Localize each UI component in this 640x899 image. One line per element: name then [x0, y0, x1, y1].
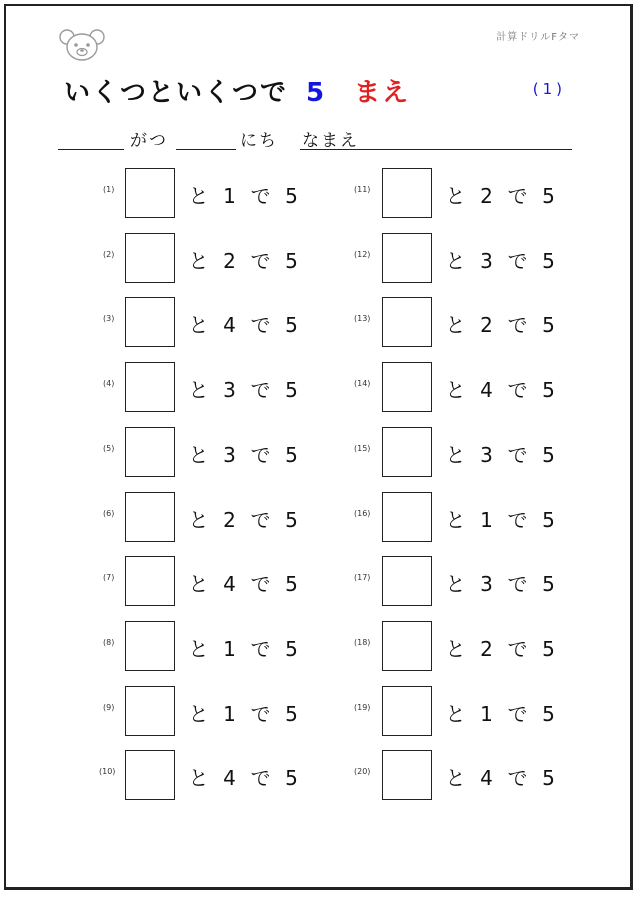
- problem-row: [103, 362, 365, 412]
- expression-to: と: [188, 572, 209, 596]
- problem-expression: [440, 309, 564, 338]
- expression-total: 5: [542, 572, 555, 596]
- answer-box[interactable]: [125, 750, 175, 800]
- problem-expression: [183, 245, 307, 274]
- page-title: [64, 72, 410, 109]
- answer-box[interactable]: [125, 427, 175, 477]
- problem-number: (15): [354, 444, 371, 453]
- expression-de: で: [507, 766, 528, 790]
- problem-number: (17): [354, 573, 371, 582]
- expression-total: 5: [285, 702, 298, 726]
- problem-expression: [440, 245, 564, 274]
- answer-box[interactable]: [125, 362, 175, 412]
- expression-total: 5: [542, 249, 555, 273]
- expression-de: で: [250, 766, 271, 790]
- expression-total: 5: [542, 637, 555, 661]
- problem-number: (4): [103, 379, 115, 388]
- problem-number: (6): [103, 509, 115, 518]
- expression-total: 5: [285, 766, 298, 790]
- expression-a: 4: [480, 766, 493, 790]
- expression-a: 4: [223, 572, 236, 596]
- expression-total: 5: [542, 378, 555, 402]
- problem-number: (1): [103, 185, 115, 194]
- expression-de: で: [507, 443, 528, 467]
- expression-to: と: [445, 766, 466, 790]
- answer-box[interactable]: [125, 233, 175, 283]
- expression-de: で: [507, 572, 528, 596]
- expression-to: と: [188, 702, 209, 726]
- problem-number: (12): [354, 250, 371, 259]
- problem-row: [354, 168, 622, 218]
- expression-to: と: [188, 249, 209, 273]
- problem-number: (18): [354, 638, 371, 647]
- expression-de: で: [250, 184, 271, 208]
- problem-row: [99, 750, 365, 800]
- problem-expression: [183, 762, 307, 791]
- expression-to: と: [188, 313, 209, 337]
- title-main: いくつといくつで: [64, 78, 289, 108]
- problem-row: [354, 492, 622, 542]
- month-line[interactable]: [58, 149, 124, 150]
- problem-number: (19): [354, 703, 371, 712]
- expression-a: 3: [480, 572, 493, 596]
- expression-de: で: [507, 508, 528, 532]
- expression-to: と: [445, 702, 466, 726]
- problem-row: [354, 621, 622, 671]
- problem-row: [103, 168, 365, 218]
- expression-total: 5: [542, 702, 555, 726]
- answer-box[interactable]: [125, 621, 175, 671]
- expression-a: 2: [223, 508, 236, 532]
- problem-row: [103, 621, 365, 671]
- problem-number: (5): [103, 444, 115, 453]
- expression-to: と: [188, 637, 209, 661]
- answer-box[interactable]: [125, 686, 175, 736]
- expression-a: 1: [480, 702, 493, 726]
- expression-a: 2: [480, 184, 493, 208]
- expression-a: 1: [223, 637, 236, 661]
- problem-row: [354, 297, 622, 347]
- title-number: 5: [306, 78, 325, 108]
- problem-number: (2): [103, 250, 115, 259]
- problem-number: (16): [354, 509, 371, 518]
- expression-to: と: [445, 572, 466, 596]
- expression-to: と: [188, 443, 209, 467]
- expression-a: 3: [223, 443, 236, 467]
- expression-total: 5: [285, 443, 298, 467]
- problem-row: [103, 427, 365, 477]
- expression-a: 1: [480, 508, 493, 532]
- problem-row: [103, 492, 365, 542]
- expression-de: で: [250, 702, 271, 726]
- problem-expression: [183, 568, 307, 597]
- problem-number: (10): [99, 767, 116, 776]
- problem-number: (9): [103, 703, 115, 712]
- problem-expression: [183, 504, 307, 533]
- problem-expression: [440, 698, 564, 727]
- answer-box[interactable]: [125, 492, 175, 542]
- expression-de: で: [250, 249, 271, 273]
- expression-de: で: [250, 572, 271, 596]
- problem-expression: [440, 374, 564, 403]
- problem-number: (14): [354, 379, 371, 388]
- expression-total: 5: [285, 184, 298, 208]
- problem-expression: [183, 374, 307, 403]
- problem-expression: [440, 633, 564, 662]
- expression-de: で: [507, 184, 528, 208]
- expression-de: で: [250, 443, 271, 467]
- expression-total: 5: [285, 572, 298, 596]
- day-label: にち: [240, 131, 278, 151]
- problem-row: [103, 297, 365, 347]
- problem-expression: [440, 504, 564, 533]
- expression-to: と: [445, 508, 466, 532]
- problem-row: [354, 556, 622, 606]
- answer-box[interactable]: [125, 297, 175, 347]
- expression-de: で: [250, 378, 271, 402]
- expression-to: と: [445, 184, 466, 208]
- answer-box[interactable]: [382, 297, 432, 347]
- expression-a: 2: [480, 637, 493, 661]
- bear-face-icon: [58, 28, 106, 62]
- problem-expression: [440, 180, 564, 209]
- day-line[interactable]: [176, 149, 236, 150]
- brand-label: 計算ドリルFタマ: [496, 32, 580, 43]
- expression-total: 5: [542, 508, 555, 532]
- expression-to: と: [445, 313, 466, 337]
- expression-de: で: [250, 637, 271, 661]
- month-label: がつ: [130, 131, 168, 151]
- problem-row: [354, 427, 622, 477]
- problem-expression: [440, 439, 564, 468]
- expression-a: 3: [480, 443, 493, 467]
- problem-expression: [440, 568, 564, 597]
- title-suffix: まえ: [354, 78, 411, 108]
- problem-number: (3): [103, 314, 115, 323]
- expression-de: で: [250, 313, 271, 337]
- expression-de: で: [250, 508, 271, 532]
- expression-total: 5: [285, 378, 298, 402]
- expression-total: 5: [542, 313, 555, 337]
- answer-box[interactable]: [382, 492, 432, 542]
- expression-to: と: [445, 249, 466, 273]
- expression-to: と: [188, 184, 209, 208]
- answer-box[interactable]: [125, 168, 175, 218]
- answer-box[interactable]: [382, 556, 432, 606]
- expression-a: 4: [480, 378, 493, 402]
- answer-box[interactable]: [382, 362, 432, 412]
- answer-box[interactable]: [382, 168, 432, 218]
- answer-box[interactable]: [125, 556, 175, 606]
- answer-box[interactable]: [382, 233, 432, 283]
- page-number: (1): [532, 80, 566, 98]
- problem-number: (13): [354, 314, 371, 323]
- problem-number: (20): [354, 767, 371, 776]
- problem-row: [103, 556, 365, 606]
- expression-a: 1: [223, 184, 236, 208]
- problem-row: [103, 233, 365, 283]
- expression-de: で: [507, 378, 528, 402]
- expression-de: で: [507, 637, 528, 661]
- answer-box[interactable]: [382, 427, 432, 477]
- problem-number: (11): [354, 185, 371, 194]
- expression-a: 4: [223, 766, 236, 790]
- problem-row: [354, 362, 622, 412]
- expression-a: 2: [480, 313, 493, 337]
- expression-total: 5: [542, 184, 555, 208]
- expression-total: 5: [285, 508, 298, 532]
- expression-total: 5: [542, 443, 555, 467]
- answer-box[interactable]: [382, 621, 432, 671]
- expression-a: 3: [480, 249, 493, 273]
- expression-to: と: [445, 637, 466, 661]
- expression-total: 5: [285, 313, 298, 337]
- name-label: なまえ: [302, 131, 359, 151]
- problem-number: (8): [103, 638, 115, 647]
- answer-box[interactable]: [382, 686, 432, 736]
- expression-to: と: [188, 378, 209, 402]
- expression-total: 5: [285, 249, 298, 273]
- expression-a: 2: [223, 249, 236, 273]
- problem-row: [354, 750, 622, 800]
- expression-total: 5: [285, 637, 298, 661]
- expression-to: と: [188, 508, 209, 532]
- problem-expression: [183, 633, 307, 662]
- problem-number: (7): [103, 573, 115, 582]
- problem-expression: [183, 439, 307, 468]
- problem-expression: [183, 180, 307, 209]
- expression-a: 3: [223, 378, 236, 402]
- problem-expression: [183, 698, 307, 727]
- problem-row: [354, 686, 622, 736]
- problem-expression: [183, 309, 307, 338]
- expression-de: で: [507, 249, 528, 273]
- expression-a: 1: [223, 702, 236, 726]
- problem-row: [354, 233, 622, 283]
- expression-a: 4: [223, 313, 236, 337]
- expression-to: と: [445, 443, 466, 467]
- expression-total: 5: [542, 766, 555, 790]
- expression-to: と: [445, 378, 466, 402]
- problem-row: [103, 686, 365, 736]
- answer-box[interactable]: [382, 750, 432, 800]
- expression-to: と: [188, 766, 209, 790]
- problem-expression: [440, 762, 564, 791]
- expression-de: で: [507, 313, 528, 337]
- expression-de: で: [507, 702, 528, 726]
